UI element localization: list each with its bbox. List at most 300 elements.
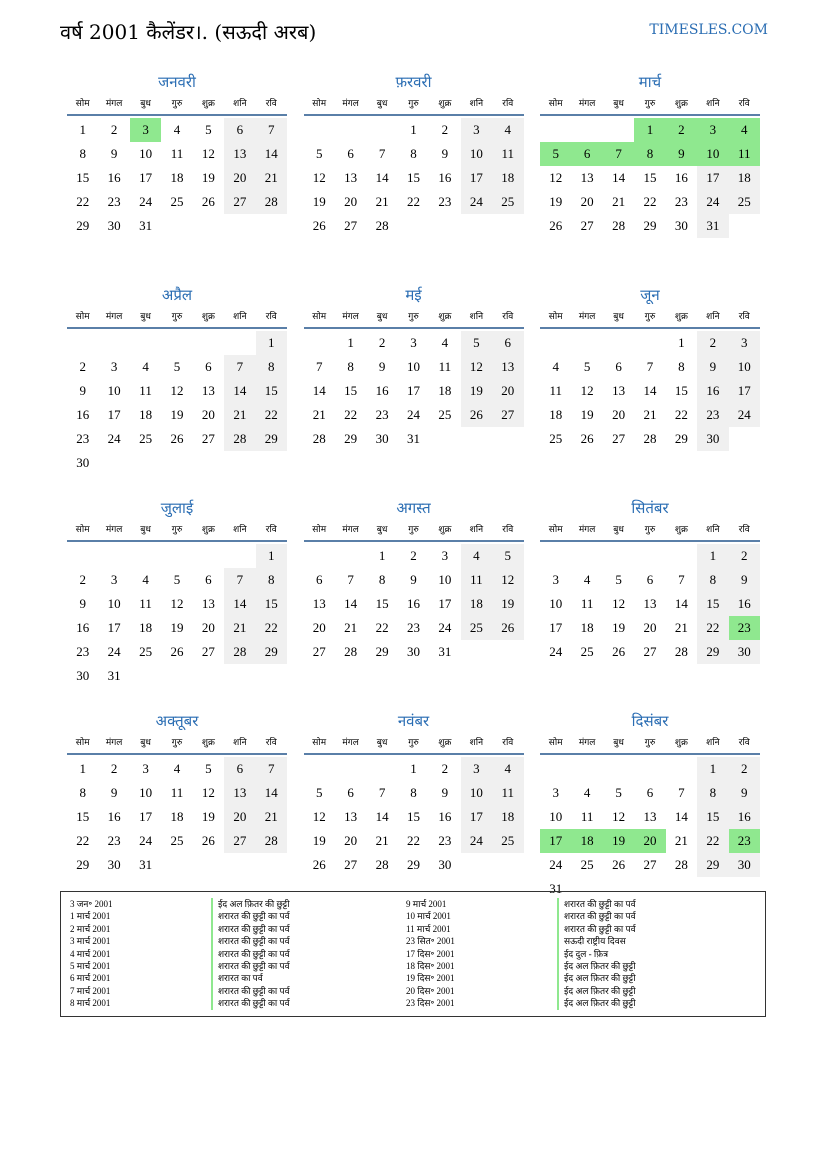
day-cell: 22 <box>76 833 90 848</box>
day-cell: 27 <box>201 431 215 446</box>
weekday-label: सोम <box>548 99 563 109</box>
day-cell: 2 <box>729 757 760 781</box>
weekday-label: शनि <box>706 312 720 322</box>
legend-holiday-name: शरारत का पर्व <box>211 972 290 984</box>
legend-holiday-date: 23 दिस॰ 2001 <box>406 998 455 1009</box>
day-cell: 10 <box>406 359 420 374</box>
day-cell: 18 <box>170 170 184 185</box>
weekday-label: रवि <box>502 738 514 748</box>
day-cell: 26 <box>201 833 215 848</box>
day-cell: 4 <box>492 118 523 142</box>
day-cell: 25 <box>492 829 523 853</box>
day-cell: 21 <box>224 403 255 427</box>
day-cell: 20 <box>580 194 594 209</box>
day-cell: 23 <box>729 616 760 640</box>
day-cell: 21 <box>643 407 657 422</box>
empty-day-cell <box>335 544 366 568</box>
day-cell: 31 <box>139 857 153 872</box>
weekday-label: शनि <box>233 738 247 748</box>
day-cell: 16 <box>107 809 121 824</box>
day-cell: 5 <box>540 142 571 166</box>
weekday-label: शुक्र <box>674 312 688 322</box>
day-cell: 19 <box>201 170 215 185</box>
weekday-label: शनि <box>469 738 484 748</box>
day-cell: 3 <box>552 785 559 800</box>
weekday-label: गुरु <box>644 525 656 535</box>
legend-holiday-name: ईद अल फ़ितर की छुट्टी <box>557 985 636 997</box>
day-cell: 12 <box>612 809 626 824</box>
day-cell: 10 <box>461 781 492 805</box>
day-cell: 11 <box>580 809 594 824</box>
day-cell: 29 <box>406 857 420 872</box>
legend-holiday-date: 5 मार्च 2001 <box>70 961 111 972</box>
day-cell: 1 <box>410 761 417 776</box>
day-cell: 13 <box>201 596 215 611</box>
weekday-label: बुध <box>613 525 624 535</box>
legend-holiday-date: 11 मार्च 2001 <box>406 923 451 934</box>
weekday-label: गुरु <box>171 99 183 109</box>
weekday-label: रवि <box>265 738 277 748</box>
day-cell: 19 <box>201 809 215 824</box>
day-cell: 10 <box>139 785 153 800</box>
day-cell: 7 <box>256 757 287 781</box>
legend-holiday-name: ईद अल फ़ितर की छुट्टी <box>557 960 636 972</box>
day-cell: 27 <box>344 218 358 233</box>
day-cell: 26 <box>201 194 215 209</box>
day-cell: 3 <box>142 761 149 776</box>
day-cell: 20 <box>201 407 215 422</box>
month-name: मई <box>405 286 422 304</box>
day-cell: 25 <box>461 616 492 640</box>
day-cell: 5 <box>205 122 212 137</box>
day-cell: 10 <box>697 142 728 166</box>
month-name: फ़रवरी <box>395 73 432 91</box>
day-cell: 11 <box>580 596 594 611</box>
legend-holiday-date: 10 मार्च 2001 <box>406 911 451 922</box>
day-cell: 7 <box>224 355 255 379</box>
day-cell: 19 <box>312 833 326 848</box>
weekday-label: बुध <box>140 525 151 535</box>
day-cell: 8 <box>410 785 417 800</box>
day-cell: 17 <box>461 805 492 829</box>
weekday-label: बुध <box>376 99 388 109</box>
day-cell: 21 <box>375 833 389 848</box>
day-cell: 23 <box>76 431 90 446</box>
day-cell: 14 <box>674 596 688 611</box>
day-cell: 26 <box>549 218 563 233</box>
day-cell: 15 <box>76 809 90 824</box>
day-cell: 30 <box>729 640 760 664</box>
weekday-label: रवि <box>502 312 514 322</box>
day-cell: 10 <box>461 142 492 166</box>
month-block <box>67 283 287 496</box>
empty-day-cell <box>335 118 366 142</box>
weekday-label: सोम <box>312 312 327 322</box>
legend-holiday-name: शरारत की छुट्टी का पर्व <box>557 910 636 922</box>
day-cell: 26 <box>461 403 492 427</box>
day-cell: 2 <box>666 118 697 142</box>
day-cell: 13 <box>492 355 523 379</box>
weekday-label: सोम <box>75 99 90 109</box>
day-cell: 7 <box>224 568 255 592</box>
day-cell: 20 <box>344 194 358 209</box>
legend-holiday-date: 4 मार्च 2001 <box>70 948 111 959</box>
day-cell: 22 <box>375 620 389 635</box>
day-cell: 7 <box>347 572 354 587</box>
weekday-label: रवि <box>502 99 514 109</box>
day-cell: 25 <box>549 431 563 446</box>
day-grid <box>540 118 760 238</box>
day-cell: 10 <box>107 383 121 398</box>
day-grid <box>540 757 760 901</box>
weekday-label: मंगल <box>105 312 123 322</box>
day-cell: 4 <box>461 544 492 568</box>
day-cell: 21 <box>375 194 389 209</box>
day-cell: 28 <box>674 644 688 659</box>
weekday-label: शनि <box>233 312 247 322</box>
weekday-label: बुध <box>376 738 388 748</box>
empty-day-cell <box>130 544 161 568</box>
day-cell: 14 <box>674 809 688 824</box>
day-cell: 22 <box>406 194 420 209</box>
empty-day-cell <box>130 331 161 355</box>
legend-holiday-name: शरारत की छुट्टी का पर्व <box>211 935 290 947</box>
day-cell: 13 <box>643 809 657 824</box>
day-cell: 3 <box>461 757 492 781</box>
empty-day-cell <box>67 331 98 355</box>
day-cell: 11 <box>549 383 562 398</box>
day-cell: 7 <box>603 142 634 166</box>
day-cell: 1 <box>256 331 287 355</box>
day-cell: 28 <box>256 190 287 214</box>
day-cell: 19 <box>461 379 492 403</box>
weekday-header <box>540 733 760 755</box>
legend-holiday-date: 20 दिस॰ 2001 <box>406 985 455 996</box>
day-cell: 5 <box>315 785 323 800</box>
weekday-label: मंगल <box>342 312 359 322</box>
empty-day-cell <box>571 118 602 142</box>
day-cell: 24 <box>461 829 492 853</box>
weekday-label: गुरु <box>644 99 656 109</box>
day-cell: 23 <box>107 833 121 848</box>
day-cell: 19 <box>580 407 594 422</box>
legend-holiday-name: ईद दुल - फ़ित्र <box>557 948 636 960</box>
day-cell: 25 <box>580 857 594 872</box>
day-cell: 16 <box>76 620 90 635</box>
day-cell: 14 <box>375 170 389 185</box>
month-block <box>304 70 524 283</box>
day-cell: 30 <box>729 853 760 877</box>
day-cell: 27 <box>580 218 594 233</box>
weekday-label: मंगल <box>342 525 359 535</box>
day-cell: 13 <box>612 383 626 398</box>
day-cell: 7 <box>315 359 323 374</box>
month-block <box>540 283 760 496</box>
site-brand-link[interactable]: TIMESLES.COM <box>649 22 768 38</box>
day-cell: 1 <box>347 335 354 350</box>
day-cell: 2 <box>697 331 728 355</box>
day-cell: 18 <box>438 383 452 398</box>
day-cell: 15 <box>76 170 90 185</box>
day-cell: 11 <box>170 785 184 800</box>
day-cell: 6 <box>205 572 212 587</box>
day-cell: 17 <box>139 170 153 185</box>
day-cell: 7 <box>378 785 386 800</box>
day-cell: 5 <box>583 359 591 374</box>
empty-day-cell <box>161 331 192 355</box>
day-cell: 23 <box>76 644 90 659</box>
day-cell: 8 <box>347 359 354 374</box>
day-cell: 16 <box>438 170 452 185</box>
empty-day-cell <box>571 331 602 355</box>
day-cell: 29 <box>697 640 728 664</box>
weekday-label: मंगल <box>578 738 596 748</box>
day-cell: 11 <box>438 359 452 374</box>
day-cell: 4 <box>142 572 149 587</box>
day-cell: 22 <box>406 833 420 848</box>
day-cell: 24 <box>139 194 153 209</box>
day-cell: 28 <box>643 431 657 446</box>
weekday-label: सोम <box>75 738 90 748</box>
weekday-label: शुक्र <box>438 99 452 109</box>
day-cell: 9 <box>666 142 697 166</box>
day-cell: 24 <box>107 644 121 659</box>
day-cell: 22 <box>256 403 287 427</box>
weekday-header <box>67 307 287 329</box>
calendar-grid <box>67 70 760 922</box>
weekday-label: मंगल <box>342 738 359 748</box>
weekday-label: गुरु <box>171 738 183 748</box>
day-cell: 16 <box>438 809 452 824</box>
day-grid <box>304 331 524 451</box>
weekday-label: शुक्र <box>201 99 215 109</box>
day-cell: 17 <box>107 407 121 422</box>
weekday-label: सोम <box>312 525 327 535</box>
day-cell: 4 <box>552 359 559 374</box>
month-name: दिसंबर <box>631 712 669 730</box>
day-cell: 9 <box>441 785 449 800</box>
empty-day-cell <box>634 544 665 568</box>
day-cell: 17 <box>139 809 153 824</box>
day-cell: 7 <box>378 146 386 161</box>
day-cell: 6 <box>347 785 354 800</box>
month-block <box>540 70 760 283</box>
day-cell: 7 <box>678 785 685 800</box>
day-cell: 6 <box>205 359 212 374</box>
day-cell: 1 <box>256 544 287 568</box>
day-cell: 9 <box>79 383 86 398</box>
weekday-header <box>67 733 287 755</box>
weekday-label: बुध <box>140 312 151 322</box>
day-cell: 17 <box>107 620 121 635</box>
day-cell: 30 <box>406 644 420 659</box>
day-cell: 15 <box>697 805 728 829</box>
month-name: अक्तूबर <box>155 712 199 730</box>
day-grid <box>67 757 287 877</box>
month-name: मार्च <box>638 73 662 91</box>
legend-holiday-date: 1 मार्च 2001 <box>70 911 111 922</box>
day-cell: 5 <box>205 761 212 776</box>
day-cell: 15 <box>256 379 287 403</box>
day-cell: 22 <box>643 194 657 209</box>
legend-holiday-name: ईद अल फ़ितर की छुट्टी <box>557 972 636 984</box>
day-cell: 15 <box>643 170 657 185</box>
day-cell: 13 <box>580 170 594 185</box>
weekday-label: रवि <box>265 525 277 535</box>
month-name: नवंबर <box>397 712 430 730</box>
weekday-label: गुरु <box>408 312 419 322</box>
day-cell: 18 <box>571 829 602 853</box>
day-cell: 3 <box>697 118 728 142</box>
day-grid <box>67 331 287 475</box>
weekday-label: बुध <box>376 525 388 535</box>
day-cell: 9 <box>697 355 728 379</box>
day-cell: 24 <box>549 644 563 659</box>
day-cell: 18 <box>492 805 523 829</box>
holiday-legend <box>60 891 766 1017</box>
day-cell: 8 <box>256 355 287 379</box>
day-cell: 13 <box>224 781 255 805</box>
day-cell: 13 <box>312 596 326 611</box>
day-cell: 30 <box>76 668 90 683</box>
legend-holiday-name: शरारत की छुट्टी का पर्व <box>211 910 290 922</box>
day-cell: 14 <box>256 781 287 805</box>
day-cell: 10 <box>549 809 563 824</box>
day-cell: 17 <box>549 620 563 635</box>
day-cell: 27 <box>224 190 255 214</box>
day-cell: 24 <box>729 403 760 427</box>
weekday-label: बुध <box>613 738 624 748</box>
month-block <box>304 496 524 709</box>
empty-day-cell <box>540 331 571 355</box>
day-cell: 3 <box>130 118 161 142</box>
empty-day-cell <box>366 118 397 142</box>
day-cell: 3 <box>110 359 118 374</box>
day-cell: 3 <box>552 572 559 587</box>
weekday-label: गुरु <box>171 312 183 322</box>
day-cell: 28 <box>312 431 326 446</box>
day-grid <box>540 331 760 451</box>
day-cell: 29 <box>674 431 688 446</box>
weekday-label: शनि <box>706 738 720 748</box>
day-cell: 29 <box>256 427 287 451</box>
day-cell: 17 <box>729 379 760 403</box>
weekday-label: बुध <box>613 312 624 322</box>
day-cell: 20 <box>224 805 255 829</box>
day-cell: 2 <box>110 761 118 776</box>
day-cell: 19 <box>612 620 626 635</box>
legend-holiday-date: 3 मार्च 2001 <box>70 936 111 947</box>
legend-holiday-name: शरारत की छुट्टी का पर्व <box>557 898 636 910</box>
day-cell: 15 <box>375 596 389 611</box>
day-cell: 1 <box>634 118 665 142</box>
day-cell: 7 <box>256 118 287 142</box>
day-cell: 8 <box>410 146 417 161</box>
day-cell: 31 <box>697 214 728 238</box>
day-cell: 28 <box>224 427 255 451</box>
day-cell: 21 <box>256 805 287 829</box>
day-cell: 28 <box>375 857 389 872</box>
empty-day-cell <box>304 544 335 568</box>
day-cell: 15 <box>674 383 688 398</box>
day-cell: 8 <box>79 146 86 161</box>
day-cell: 26 <box>312 857 326 872</box>
empty-day-cell <box>193 544 224 568</box>
day-cell: 21 <box>674 620 688 635</box>
day-cell: 8 <box>697 781 728 805</box>
day-cell: 27 <box>201 644 215 659</box>
day-cell: 9 <box>729 568 760 592</box>
day-cell: 4 <box>583 572 591 587</box>
day-cell: 12 <box>170 383 184 398</box>
weekday-header <box>540 520 760 542</box>
day-cell: 2 <box>441 761 449 776</box>
day-cell: 24 <box>139 833 153 848</box>
day-cell: 11 <box>492 781 523 805</box>
legend-holiday-name: सऊदी राष्ट्रीय दिवस <box>557 935 636 947</box>
weekday-label: शनि <box>233 525 247 535</box>
day-cell: 8 <box>634 142 665 166</box>
day-cell: 16 <box>76 407 90 422</box>
day-cell: 6 <box>224 118 255 142</box>
day-cell: 9 <box>410 572 417 587</box>
weekday-label: मंगल <box>578 312 596 322</box>
day-cell: 25 <box>729 190 760 214</box>
day-cell: 29 <box>256 640 287 664</box>
day-cell: 26 <box>580 431 594 446</box>
legend-holiday-date: 23 सित॰ 2001 <box>406 936 455 947</box>
day-cell: 18 <box>139 407 153 422</box>
weekday-header <box>304 733 524 755</box>
weekday-label: सोम <box>312 738 327 748</box>
empty-day-cell <box>666 544 697 568</box>
day-cell: 17 <box>438 596 452 611</box>
day-cell: 20 <box>612 407 626 422</box>
day-cell: 3 <box>441 548 449 563</box>
day-cell: 9 <box>441 146 449 161</box>
month-block <box>67 70 287 283</box>
day-cell: 12 <box>580 383 594 398</box>
legend-holiday-date: 19 दिस॰ 2001 <box>406 973 455 984</box>
day-cell: 19 <box>603 829 634 853</box>
day-cell: 2 <box>441 122 449 137</box>
day-grid <box>67 544 287 688</box>
day-cell: 28 <box>256 829 287 853</box>
weekday-label: सोम <box>312 99 327 109</box>
day-cell: 9 <box>729 781 760 805</box>
empty-day-cell <box>304 757 335 781</box>
empty-day-cell <box>603 118 634 142</box>
weekday-label: शुक्र <box>438 525 452 535</box>
weekday-label: गुरु <box>644 738 656 748</box>
day-cell: 3 <box>110 572 118 587</box>
day-cell: 24 <box>438 620 452 635</box>
legend-holiday-name: शरारत की छुट्टी का पर्व <box>211 948 290 960</box>
day-cell: 25 <box>139 644 153 659</box>
day-cell: 1 <box>79 122 86 137</box>
day-cell: 23 <box>729 829 760 853</box>
month-name: अप्रैल <box>161 286 193 304</box>
day-cell: 15 <box>406 170 420 185</box>
legend-names-col-2 <box>557 898 636 1010</box>
legend-holiday-name: शरारत की छुट्टी का पर्व <box>211 985 290 997</box>
day-cell: 13 <box>344 170 358 185</box>
legend-names-col-1 <box>211 898 290 1010</box>
empty-day-cell <box>224 331 255 355</box>
day-cell: 14 <box>344 596 358 611</box>
day-cell: 9 <box>110 785 118 800</box>
day-cell: 31 <box>549 881 563 896</box>
